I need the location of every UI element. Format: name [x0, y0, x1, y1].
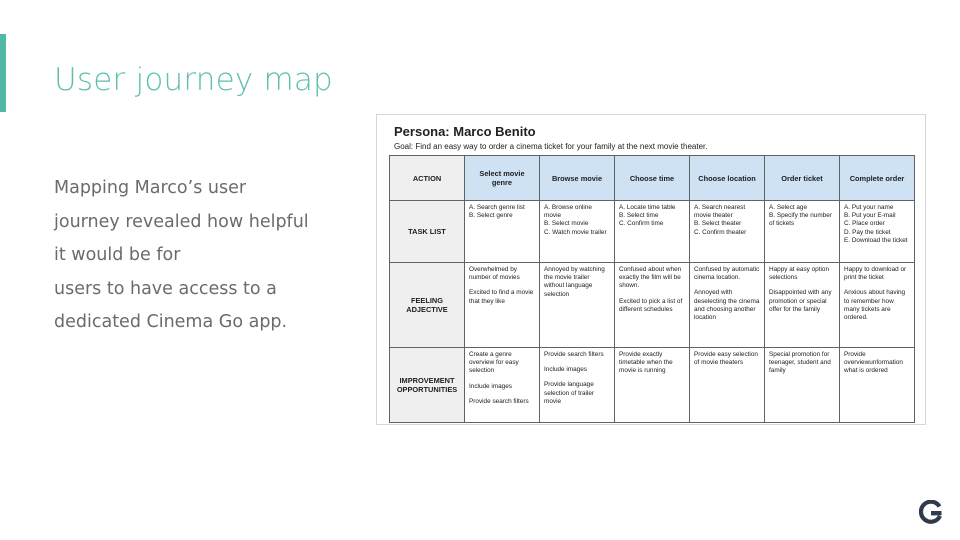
cell-gap	[544, 359, 610, 366]
cell-text: Include images	[544, 366, 587, 374]
header-cell-choose-time: Choose time	[615, 156, 690, 201]
table-cell	[540, 201, 615, 263]
journey-map-image	[376, 114, 926, 425]
cell-text: C. Confirm theater	[694, 228, 747, 236]
table-row	[390, 348, 915, 423]
cell-text: B. Put your E-mail	[844, 212, 896, 220]
cell-text: Happy at easy option selections	[769, 266, 830, 282]
table-cell	[465, 348, 540, 423]
table-cell	[615, 263, 690, 348]
cell-text: Annoyed with deselecting the cinema and choosing another location	[694, 289, 760, 322]
cell-text: B. Specify the number of tickets	[769, 212, 832, 228]
header-cell-action: ACTION	[390, 156, 465, 201]
table-cell	[690, 348, 765, 423]
table-cell	[765, 348, 840, 423]
cell-gap	[844, 282, 910, 289]
journey-table	[389, 155, 915, 423]
persona-goal: Goal: Find an easy way to order a cinema ticket for your family at the next movie theater.	[394, 142, 708, 151]
cell-text: A. Select age	[769, 204, 808, 211]
accent-bar	[0, 34, 6, 112]
cell-text: D. Pay the ticket	[844, 228, 891, 236]
cell-text: Provide exactly timetable when the movie is running	[619, 351, 673, 375]
header-cell-choose-location: Choose location	[690, 156, 765, 201]
slide-body	[54, 172, 344, 340]
cell-text: A. Put your name	[844, 204, 894, 211]
table-cell	[540, 348, 615, 423]
cell-text: A. Browse online movie	[544, 204, 592, 220]
cell-text: A. Locate time table	[619, 204, 676, 211]
cell-text: Include images	[469, 382, 512, 390]
cell-text: B. Select time	[619, 212, 659, 220]
cell-text: Create a genre overview for easy selection	[469, 351, 519, 375]
cell-text: Confused by automatic cinema location.	[694, 266, 760, 282]
cell-gap	[619, 291, 685, 298]
cell-text: C. Watch movie trailer	[544, 228, 607, 236]
table-cell	[765, 263, 840, 348]
cell-text: Special promotion for teenager, student and family	[769, 351, 831, 375]
table-cell	[465, 201, 540, 263]
cell-text: Overwhelmed by number of movies	[469, 266, 520, 282]
cell-text: A. Search nearest movie theater	[694, 204, 746, 220]
body-line: Mapping Marco’s user	[54, 178, 247, 198]
table-cell	[690, 201, 765, 263]
table-row	[390, 263, 915, 348]
cell-gap	[694, 282, 760, 289]
header-cell-select-genre: Select movie genre	[465, 156, 540, 201]
cell-gap	[469, 376, 535, 383]
cell-text: B. Select genre	[469, 212, 513, 220]
table-cell	[840, 201, 915, 263]
cell-text: Provide easy selection of movie theaters	[694, 351, 758, 367]
cell-text: E. Download the ticket	[844, 236, 908, 244]
table-cell	[615, 348, 690, 423]
cell-gap	[469, 391, 535, 398]
table-cell	[840, 348, 915, 423]
body-line: it would be for	[54, 245, 181, 265]
cell-text: Confused about when exactly the film will be shown.	[619, 266, 682, 290]
cinema-go-logo-icon	[919, 500, 943, 524]
cell-gap	[469, 282, 535, 289]
cell-text: Disappointed with any promotion or special offer for the family	[769, 289, 832, 313]
body-line: journey revealed how helpful	[54, 211, 309, 232]
table-cell	[840, 263, 915, 348]
row-label-task-list: TASK LIST	[390, 201, 465, 263]
cell-text: Excited to pick a list of different schedules	[619, 297, 683, 313]
cell-text: Anxious about having to remember how many tickets are ordered.	[844, 289, 906, 322]
journey-header-row	[390, 156, 915, 201]
cell-gap	[769, 282, 835, 289]
header-cell-complete-order: Complete order	[840, 156, 915, 201]
cell-gap	[544, 374, 610, 381]
cell-text: C. Confirm time	[619, 220, 664, 228]
cell-text: Excited to find a movie that they like	[469, 289, 534, 305]
cell-text: Happy to download or print the ticket	[844, 266, 907, 282]
cell-text: B. Select theater	[694, 220, 742, 228]
body-line: users to have access to a	[54, 278, 277, 299]
cell-text: C. Place order	[844, 220, 885, 228]
cell-text: Provide search filters	[544, 351, 604, 358]
row-label-feeling-adjective: FEELING ADJECTIVE	[390, 263, 465, 348]
table-cell	[615, 201, 690, 263]
cell-text: B. Select movie	[544, 220, 589, 228]
table-cell	[465, 263, 540, 348]
cell-text: Provide search filters	[469, 397, 529, 405]
cell-text: A. Search genre list	[469, 204, 525, 211]
table-row	[390, 201, 915, 263]
header-cell-order-ticket: Order ticket	[765, 156, 840, 201]
table-cell	[540, 263, 615, 348]
cell-text: Provide overviewunformation what is ordered	[844, 351, 903, 375]
slide-title: User journey map	[54, 62, 333, 98]
header-cell-browse-movie: Browse movie	[540, 156, 615, 201]
body-line: dedicated Cinema Go app.	[54, 312, 288, 332]
persona-title: Persona: Marco Benito	[394, 124, 536, 139]
cell-text: Annoyed by watching the movie trailer without language selection	[544, 266, 605, 298]
row-label-improvement-opportunities: IMPROVEMENT OPPORTUNITIES	[390, 348, 465, 423]
cell-text: Provide language selection of trailer movie	[544, 381, 595, 405]
table-cell	[690, 263, 765, 348]
table-cell	[765, 201, 840, 263]
